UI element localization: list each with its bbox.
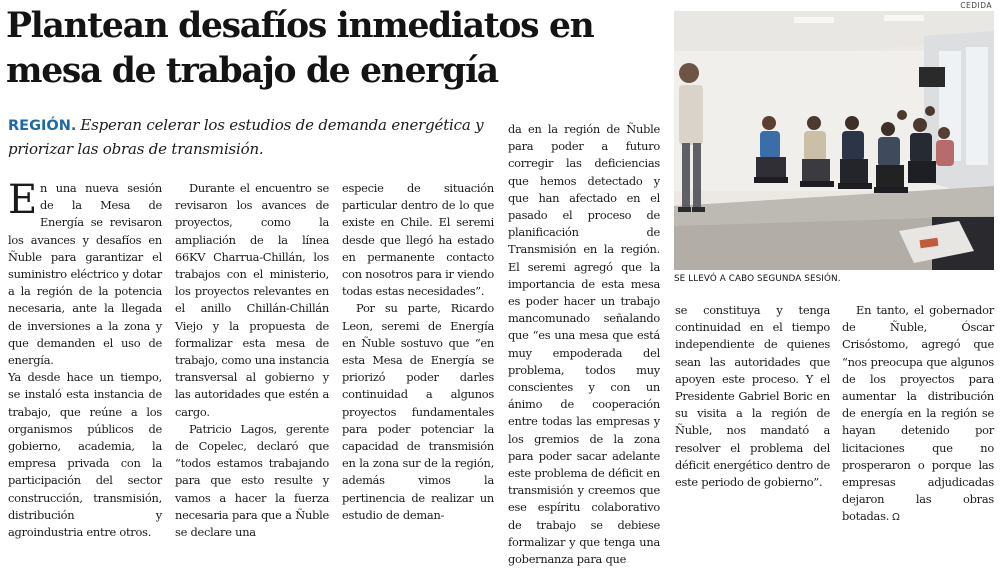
column-4 [508, 121, 660, 568]
paragraph-1-text: n una nueva sesión de la Mesa de Energía se revisaron los avances y desafíos en Ñuble para garantizar el suministro eléctrico y dotar a la región de la potencia necesaria, ante la llegada de inversiones a la zona y que demanden el uso de energía. [8, 181, 162, 368]
meeting-photo [674, 11, 994, 270]
column-2 [175, 180, 329, 541]
paragraph-1 [8, 177, 162, 369]
paragraph-5-end: se constituya y tenga continuidad en el tiempo independiente de quienes sean las autoridades que apoyen este proceso. Y el Presidente Gabriel Boric en su visita a la región de Ñuble, nos mandató a resolver el problema del déficit energético dentro de este periodo de gobierno”. [675, 303, 830, 490]
paragraph-6 [842, 302, 994, 527]
photo-caption: SE LLEVÓ A CABO SEGUNDA SESIÓN. [674, 274, 841, 284]
end-mark-icon: Ω [892, 512, 900, 524]
photo-credit: CEDIDA [960, 1, 992, 10]
paragraph-4-end: especie de situación particular dentro de lo que existe en Chile. El seremi desde que llegó ha estado en permanente contacto con nosotros para ir viendo todas estas necesidades”. [342, 181, 494, 299]
paragraph-5-start: Por su parte, Ricardo Leon, seremi de Energía en Ñuble sostuvo que “en esta Mesa de Energía se priorizó poder darles continuidad a algunos proyectos fundamentales para poder potenciar la capacidad de transmisión en la zona sur de la región, además vimos la pertinencia de realizar un estudio de deman- [342, 301, 494, 522]
region-kicker: REGIÓN. [8, 118, 77, 134]
meeting-room-illustration [674, 11, 994, 270]
paragraph-4-start: Patricio Lagos, gerente de Copelec, declaró que “todos estamos trabajando para que esto resulte y vamos a hacer la fuerza necesaria para que a Ñuble se declare una [175, 421, 329, 540]
column-1 [8, 177, 162, 541]
paragraph-3: Durante el encuentro se revisaron los avances de proyectos, como la ampliación de la línea 66KV Charrua-Chillán, los trabajos con el ministerio, los proyectos relevantes en el anillo Chillán-Chillán Viejo y la propuesta de formalizar esta mesa de trabajo, como una instancia transversal al gobierno y las autoridades que estén a cargo. [175, 181, 329, 419]
deck [8, 114, 508, 161]
paragraph-6-text: En tanto, el gobernador de Ñuble, Óscar Crisóstomo, agregó que “nos preocupa que algunos de los proyectos para aumentar la distribución de energía en la región se hayan detenido por licitaciones que no prosperaron o porque las empresas adjudicadas dejaron las obras botadas. [842, 303, 994, 524]
column-6 [842, 302, 994, 527]
paragraph-2: Ya desde hace un tiempo, se instaló esta instancia de trabajo, que reúne a los organismos públicos de gobierno, academia, la empresa privada con la participación del sector construcción, transmisión, distribución y agroindustria entre otros. [8, 370, 162, 540]
column-3 [342, 180, 494, 524]
headline: Plantean desafíos inmediatos en mesa de trabajo de energía [6, 6, 594, 91]
column-5 [675, 302, 830, 491]
deck-text: Esperan celerar los estudios de demanda energética y priorizar las obras de transmisión. [8, 116, 484, 158]
paragraph-5-cont: da en la región de Ñuble para poder a futuro corregir las deficiencias que hemos detectado y que han afectado en el pasado el proceso de planificación de Transmisión en la región. El seremi agregó que la importancia de esta mesa es poder hacer un trabajo mancomunado señalando que “es una mesa que está muy empoderada del problema, todos muy conscientes y con un ánimo de cooperación entre todas las empresas y los gremios de la zona para poder sacar adelante este problema de déficit en transmisión y creemos que ese espíritu colaborativo de trabajo se debiese formalizar y que tenga una gobernanza para que [508, 122, 660, 567]
drop-cap: E [8, 177, 37, 223]
